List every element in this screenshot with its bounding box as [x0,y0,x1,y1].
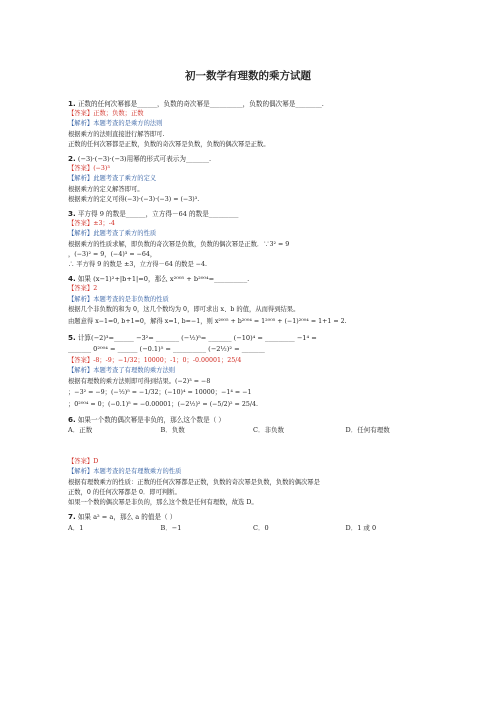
question-stem: _______ 0²⁰⁰⁴ = ______ (−0.1)⁵ = __________ (−2½)² = _______ [68,345,265,354]
analysis-text: 正数的任何次幂都是正数，负数的奇次幂是负数，负数的偶次幂是正数。 [68,140,270,148]
question-number: 4. [68,274,76,284]
document-title: 初一数学有理数的乘方试题 [185,70,311,82]
answer-label: 【答案】-8；-9；−1/32；10000；-1；0；-0.00001；25/4 [68,357,242,365]
question-stem: 如果一个数的偶次幂是非负的，那么这个数是（ ） [77,415,226,424]
analysis-text: ；0²⁰⁰⁴ = 0；(−0.1)⁵ = −0.00001；(−2½)² = (−5/2)² = 25/4. [68,400,258,408]
analysis-label: 【解析】此题考查了乘方的定义 [68,175,157,183]
option-b: B．负数 [160,426,185,435]
answer-label: 【答案】正数；负数；正数 [68,110,144,118]
question-5 [68,333,438,411]
question-stem: 如果 (x−1)²+|b+1|=0，那么 x²⁰⁰⁵ + b²⁰⁰⁴=__________. [77,275,250,284]
answer-label: 【答案】±3；-4 [68,220,115,228]
question-number: 6. [68,414,76,424]
option-list [68,523,438,533]
analysis-label: 【解析】本题考查的是有理数乘方的性质 [68,468,182,476]
analysis-text: ，(−3)² = 9，(−4)³ = −64， [68,250,157,258]
question-list [68,95,438,533]
option-list [68,425,438,435]
question-7 [68,512,438,532]
option-a: A．1 [68,523,84,532]
option-d: D．任何有理数 [345,426,390,435]
question-4 [68,274,438,329]
question-6 [68,415,438,508]
analysis-text: 根据有理数乘方的性质：正数的任何次幂都是正数，负数的奇次幂是负数，负数的偶次幂是 [68,478,320,486]
answer-label: 【答案】2 [68,285,98,293]
option-d: D．1 或 0 [345,523,377,532]
analysis-text: 根据乘方的定义解答即可。 [68,185,144,193]
analysis-text: 根据乘方的法则直接进行解答即可. [68,130,165,138]
question-stem: 平方得 9 的数是______，立方得－64 的数是_________ [77,210,239,219]
answer-label: 【答案】D [68,458,99,466]
answer-label: 【答案】(−3)³ [68,165,110,173]
analysis-text: 根据乘方的性质求解，即负数的奇次幂是负数，负数的偶次幂是正数．∵3² = 9 [68,240,290,248]
analysis-text: 如果一个数的偶次幂是非负的，那么这个数是任何有理数，故选 D。 [68,499,258,507]
analysis-text: 由题意得 x−1=0, b+1=0，解得 x=1, b=−1，则 x²⁰⁰⁵ + b²⁰⁰⁴ = 1²⁰⁰⁵ + (−1)²⁰⁰⁴ = 1+1 = 2. [68,318,347,326]
question-stem: (−3)·(−3)·(−3)用幂的形式可表示为_______. [77,155,212,164]
question-number: 5. [68,333,76,343]
question-2 [68,154,438,205]
question-stem: 计算(−2)³=______ −3²= _______ (−½)⁵= _______ (−10)⁴ = _________ −1⁴ = [77,334,317,343]
analysis-text: 根据几个非负数的和为 0，这几个数均为 0，即可求出 x、b 的值，从而得到结果。 [68,305,300,313]
option-b: B．−1 [160,523,182,532]
option-a: A．正数 [68,426,93,435]
analysis-text: ∴ 平方得 9 的数是 ±3，立方得－64 的数是 −4. [68,261,208,269]
analysis-text: 根据乘方的定义可得(−3)·(−3)·(−3) = (−3)³. [68,195,200,203]
analysis-label: 【解析】本题考查的是非负数的性质 [68,295,169,303]
analysis-text: 根据有理数的乘方法则即可得到结果。(−2)³ = −8 [68,377,211,385]
question-3 [68,209,438,270]
option-c: C．非负数 [253,426,284,435]
question-number: 1. [68,99,76,108]
question-stem: 如果 a² = a，那么 a 的值是（ ） [77,513,177,522]
analysis-label: 【解析】本题考查了有理数的乘方法则 [68,367,176,375]
question-number: 3. [68,209,76,219]
analysis-text: ；−3² = −9；(−½)⁵ = −1/32；(−10)⁴ = 10000；−1⁴ = −1 [68,388,252,396]
analysis-text: 正数，0 的任何次幂都是 0．即可判断。 [68,488,181,496]
question-1 [68,99,438,150]
option-c: C．0 [253,523,269,532]
analysis-label: 【解析】本题考查的是乘方的法则 [68,120,163,128]
analysis-label: 【解析】此题考查了乘方的性质 [68,230,157,238]
question-number: 7. [68,512,76,522]
question-number: 2. [68,154,76,164]
question-stem: 正数的任何次幂都是______，负数的奇次幂是__________，负数的偶次幂是________. [77,100,324,108]
